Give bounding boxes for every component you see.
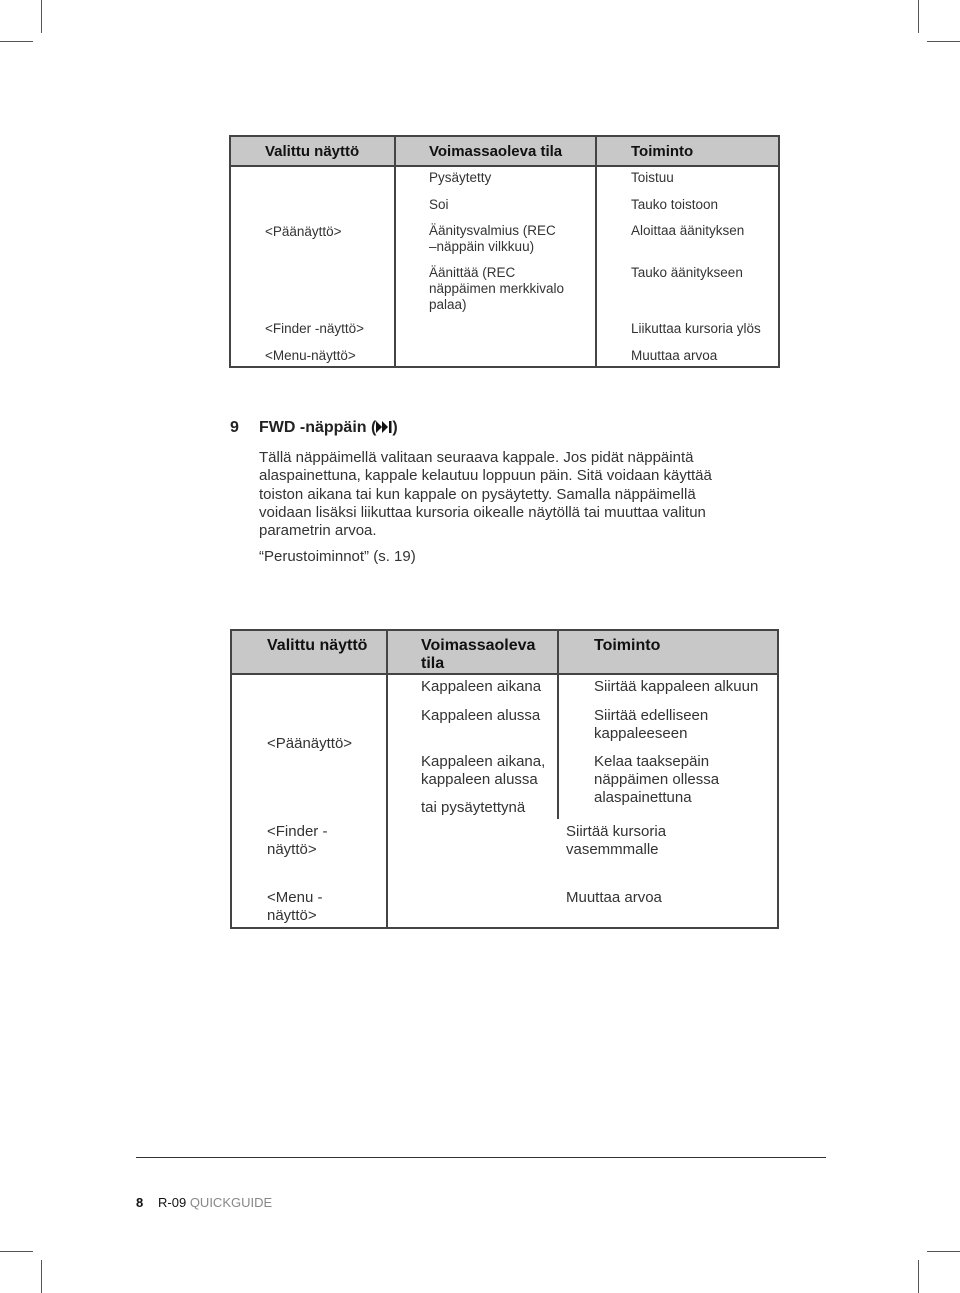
screen-finder: <Finder - näyttö> xyxy=(267,823,328,858)
function-track-start: Siirtää kappaleen alkuun xyxy=(594,678,759,695)
function-previous-track: Siirtää edelliseen kappaleeseen xyxy=(594,707,709,742)
state-during-track: Kappaleen aikana xyxy=(421,678,542,695)
header-current-state: Voimassaoleva tila xyxy=(429,143,563,160)
function-change-value: Muuttaa arvoa xyxy=(566,889,662,906)
screen-menu: <Menu - näyttö> xyxy=(267,889,323,924)
column-divider xyxy=(386,631,388,927)
state-rec-standby: Äänitysvalmius (REC –näppäin vilkkuu) xyxy=(429,223,556,254)
fwd-button-table xyxy=(230,629,779,929)
document-name: R-09 QUICKGUIDE xyxy=(158,1195,273,1210)
state-playing: Soi xyxy=(429,197,449,212)
crop-mark xyxy=(918,1260,919,1293)
crop-mark xyxy=(918,0,919,33)
footer-rule xyxy=(136,1157,826,1158)
header-function: Toiminto xyxy=(631,143,694,160)
column-divider xyxy=(557,631,559,819)
function-repeat: Toistuu xyxy=(631,170,674,185)
header-selected-screen: Valittu näyttö xyxy=(265,143,360,160)
section-description: Tällä näppäimellä valitaan seuraava kappale. Jos pidät näppäintä alaspainettuna, kappale kelautuu loppuun päin. Sitä voidaan käyttää toiston aikana tai kun kappale on pysäytetty. Samalla näppäimellä voidaan lisäksi liikuttaa kursoria oikealle näytöllä tai muuttaa valitun parametrin arvoa. xyxy=(259,449,712,540)
state-recording: Äänittää (REC näppäimen merkkivalo palaa) xyxy=(429,265,565,312)
section-number: 9 xyxy=(230,419,239,436)
state-during-or-start: Kappaleen aikana, kappaleen alussa xyxy=(421,753,546,788)
column-divider xyxy=(394,137,396,366)
function-pause-recording: Tauko äänitykseen xyxy=(631,265,743,280)
function-rewind: Kelaa taaksepäin näppäimen ollessa alaspainettuna xyxy=(594,753,720,806)
crop-mark xyxy=(927,1251,960,1252)
state-stopped: Pysäytetty xyxy=(429,170,492,185)
screen-main: <Päänäyttö> xyxy=(267,735,353,752)
column-divider xyxy=(595,137,597,366)
function-pause-playback: Tauko toistoon xyxy=(631,197,719,212)
crop-mark xyxy=(41,1260,42,1293)
function-cursor-up: Liikuttaa kursoria ylös xyxy=(631,321,761,336)
header-selected-screen: Valittu näyttö xyxy=(267,637,368,654)
section-title: FWD -näppäin ( ) xyxy=(259,419,398,436)
crop-mark xyxy=(0,41,33,42)
crop-mark xyxy=(41,0,42,33)
page-reference: “Perustoiminnot” (s. 19) xyxy=(259,548,416,565)
screen-finder: <Finder -näyttö> xyxy=(265,321,365,336)
screen-menu: <Menu-näyttö> xyxy=(265,348,356,363)
function-change-value: Muuttaa arvoa xyxy=(631,348,718,363)
crop-mark xyxy=(0,1251,33,1252)
fast-forward-icon xyxy=(376,421,392,433)
state-stopped: tai pysäytettynä xyxy=(421,799,526,816)
function-start-recording: Aloittaa äänityksen xyxy=(631,223,745,238)
function-cursor-left: Siirtää kursoria vasemmmalle xyxy=(566,823,667,858)
crop-mark xyxy=(927,41,960,42)
page-number: 8 xyxy=(136,1195,144,1210)
play-button-table xyxy=(229,135,780,368)
header-function: Toiminto xyxy=(594,637,661,654)
state-track-start: Kappaleen alussa xyxy=(421,707,541,724)
header-current-state: Voimassaoleva tila xyxy=(421,637,536,672)
screen-main: <Päänäyttö> xyxy=(265,224,342,239)
